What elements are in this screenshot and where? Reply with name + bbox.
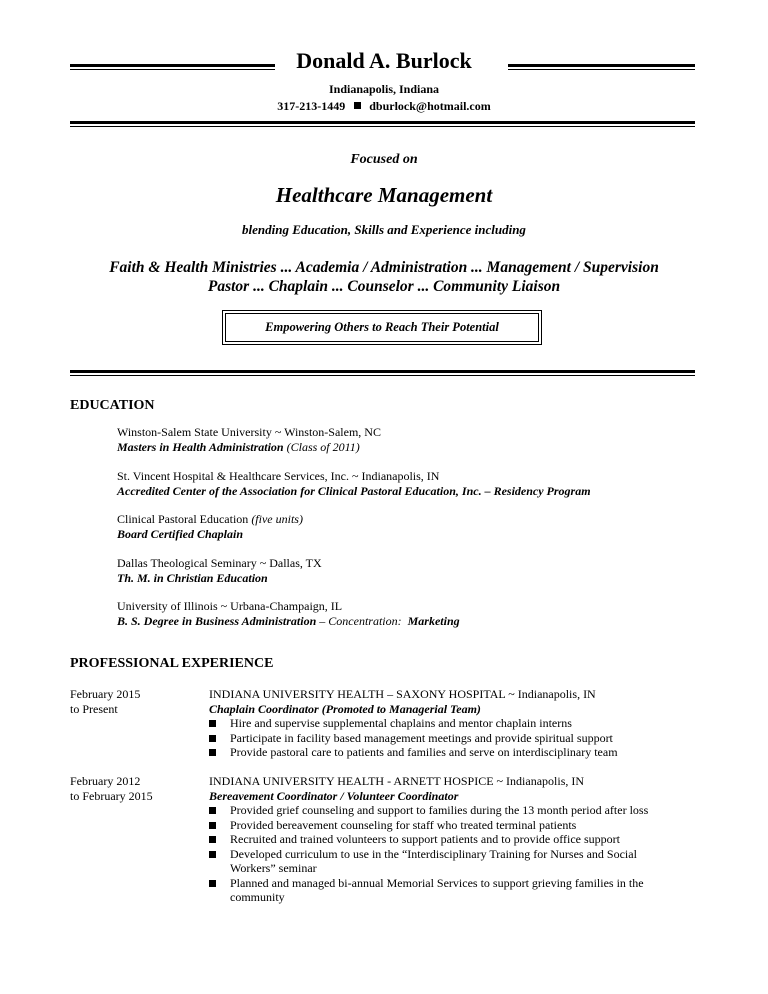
list-item: Developed curriculum to use in the “Interdisciplinary Training for Nurses and Social Workers” seminar bbox=[209, 847, 659, 876]
candidate-name: Donald A. Burlock bbox=[296, 48, 472, 73]
motto-text: Empowering Others to Reach Their Potential bbox=[265, 320, 499, 334]
job-date-end: to Present bbox=[70, 701, 118, 716]
job-bullets bbox=[209, 716, 689, 760]
focus-title: Healthcare Management bbox=[275, 183, 493, 207]
list-item: Participate in facility based management meetings and provide spiritual support bbox=[209, 731, 689, 746]
education-entry bbox=[117, 556, 322, 585]
education-institution: Clinical Pastoral Education bbox=[117, 512, 249, 526]
experience-heading: PROFESSIONAL EXPERIENCE bbox=[70, 656, 274, 671]
education-concentration: Marketing bbox=[407, 613, 460, 628]
header-rule-right-thin bbox=[508, 69, 695, 70]
email[interactable]: dburlock@hotmail.com bbox=[369, 99, 491, 113]
section-rule-thin bbox=[70, 375, 695, 376]
bullet-square-icon bbox=[209, 822, 216, 829]
bullet-square-icon bbox=[209, 836, 216, 843]
job-employer: INDIANA UNIVERSITY HEALTH - ARNETT HOSPICE ~ Indianapolis, IN bbox=[209, 774, 585, 788]
education-credential: Masters in Health Administration bbox=[117, 439, 284, 454]
list-item: Hire and supervise supplemental chaplains and mentor chaplain interns bbox=[209, 716, 689, 731]
job-employer: INDIANA UNIVERSITY HEALTH – SAXONY HOSPITAL ~ Indianapolis, IN bbox=[209, 687, 596, 701]
list-item: Provide pastoral care to patients and families and serve on interdisciplinary team bbox=[209, 745, 689, 760]
bullet-square-icon bbox=[209, 749, 216, 756]
bullet-square-icon bbox=[209, 880, 216, 887]
education-heading: EDUCATION bbox=[70, 398, 155, 413]
education-institution: Winston-Salem State University ~ Winston-Salem, NC bbox=[117, 425, 381, 439]
job-dates bbox=[70, 687, 140, 716]
phone: 317-213-1449 bbox=[277, 99, 346, 113]
bullet-square-icon bbox=[209, 807, 216, 814]
job-date-start: February 2012 bbox=[70, 774, 141, 788]
list-item: Planned and managed bi-annual Memorial Services to support grieving families in the community bbox=[209, 876, 659, 905]
contact-line bbox=[184, 99, 584, 113]
list-item: Provided bereavement counseling for staff who treated terminal patients bbox=[209, 818, 659, 833]
education-note: (five units) bbox=[248, 512, 303, 526]
education-credential: Accredited Center of the Association for Clinical Pastoral Education, Inc. – Residency Program bbox=[117, 483, 591, 498]
education-credential: B. S. Degree in Business Administration bbox=[117, 613, 317, 628]
job-bullets bbox=[209, 803, 659, 905]
bullet-square-icon bbox=[209, 720, 216, 727]
motto-box bbox=[222, 310, 542, 345]
header-rule-right-thick bbox=[508, 64, 695, 67]
job-date-start: February 2015 bbox=[70, 687, 141, 701]
focus-subtitle: blending Education, Skills and Experience including bbox=[242, 222, 526, 237]
list-item: Provided grief counseling and support to families during the 13 month period after loss bbox=[209, 803, 659, 818]
focus-areas-line1: Faith & Health Ministries ... Academia / Administration ... Management / Supervision bbox=[109, 259, 659, 276]
education-entry bbox=[117, 425, 381, 454]
motto-box-inner bbox=[225, 313, 539, 342]
header-bottom-rule-thin bbox=[70, 126, 695, 127]
education-entry bbox=[117, 469, 591, 498]
job-dates bbox=[70, 774, 153, 803]
location: Indianapolis, Indiana bbox=[328, 82, 440, 96]
job-header bbox=[209, 687, 596, 716]
education-institution: St. Vincent Hospital & Healthcare Services, Inc. ~ Indianapolis, IN bbox=[117, 469, 440, 483]
separator-square-icon bbox=[354, 102, 361, 109]
list-item: Recruited and trained volunteers to support patients and to provide office support bbox=[209, 832, 659, 847]
job-header bbox=[209, 774, 584, 803]
education-note: (Class of 2011) bbox=[283, 439, 360, 454]
header-bottom-rule-thick bbox=[70, 121, 695, 124]
education-entry bbox=[117, 512, 303, 541]
education-concentration-label: – Concentration: bbox=[316, 613, 408, 628]
section-rule-thick bbox=[70, 370, 695, 373]
job-title: Chaplain Coordinator (Promoted to Managerial Team) bbox=[209, 701, 481, 716]
education-institution: Dallas Theological Seminary ~ Dallas, TX bbox=[117, 556, 322, 570]
education-credential: Th. M. in Christian Education bbox=[117, 570, 268, 585]
education-credential: Board Certified Chaplain bbox=[117, 526, 244, 541]
focus-areas-line2: Pastor ... Chaplain ... Counselor ... Community Liaison bbox=[207, 278, 561, 295]
job-date-end: to February 2015 bbox=[70, 788, 153, 803]
education-entry bbox=[117, 599, 460, 628]
bullet-square-icon bbox=[209, 851, 216, 858]
focus-intro: Focused on bbox=[350, 152, 418, 167]
education-institution: University of Illinois ~ Urbana-Champaign, IL bbox=[117, 599, 343, 613]
bullet-square-icon bbox=[209, 735, 216, 742]
job-title: Bereavement Coordinator / Volunteer Coordinator bbox=[209, 788, 459, 803]
